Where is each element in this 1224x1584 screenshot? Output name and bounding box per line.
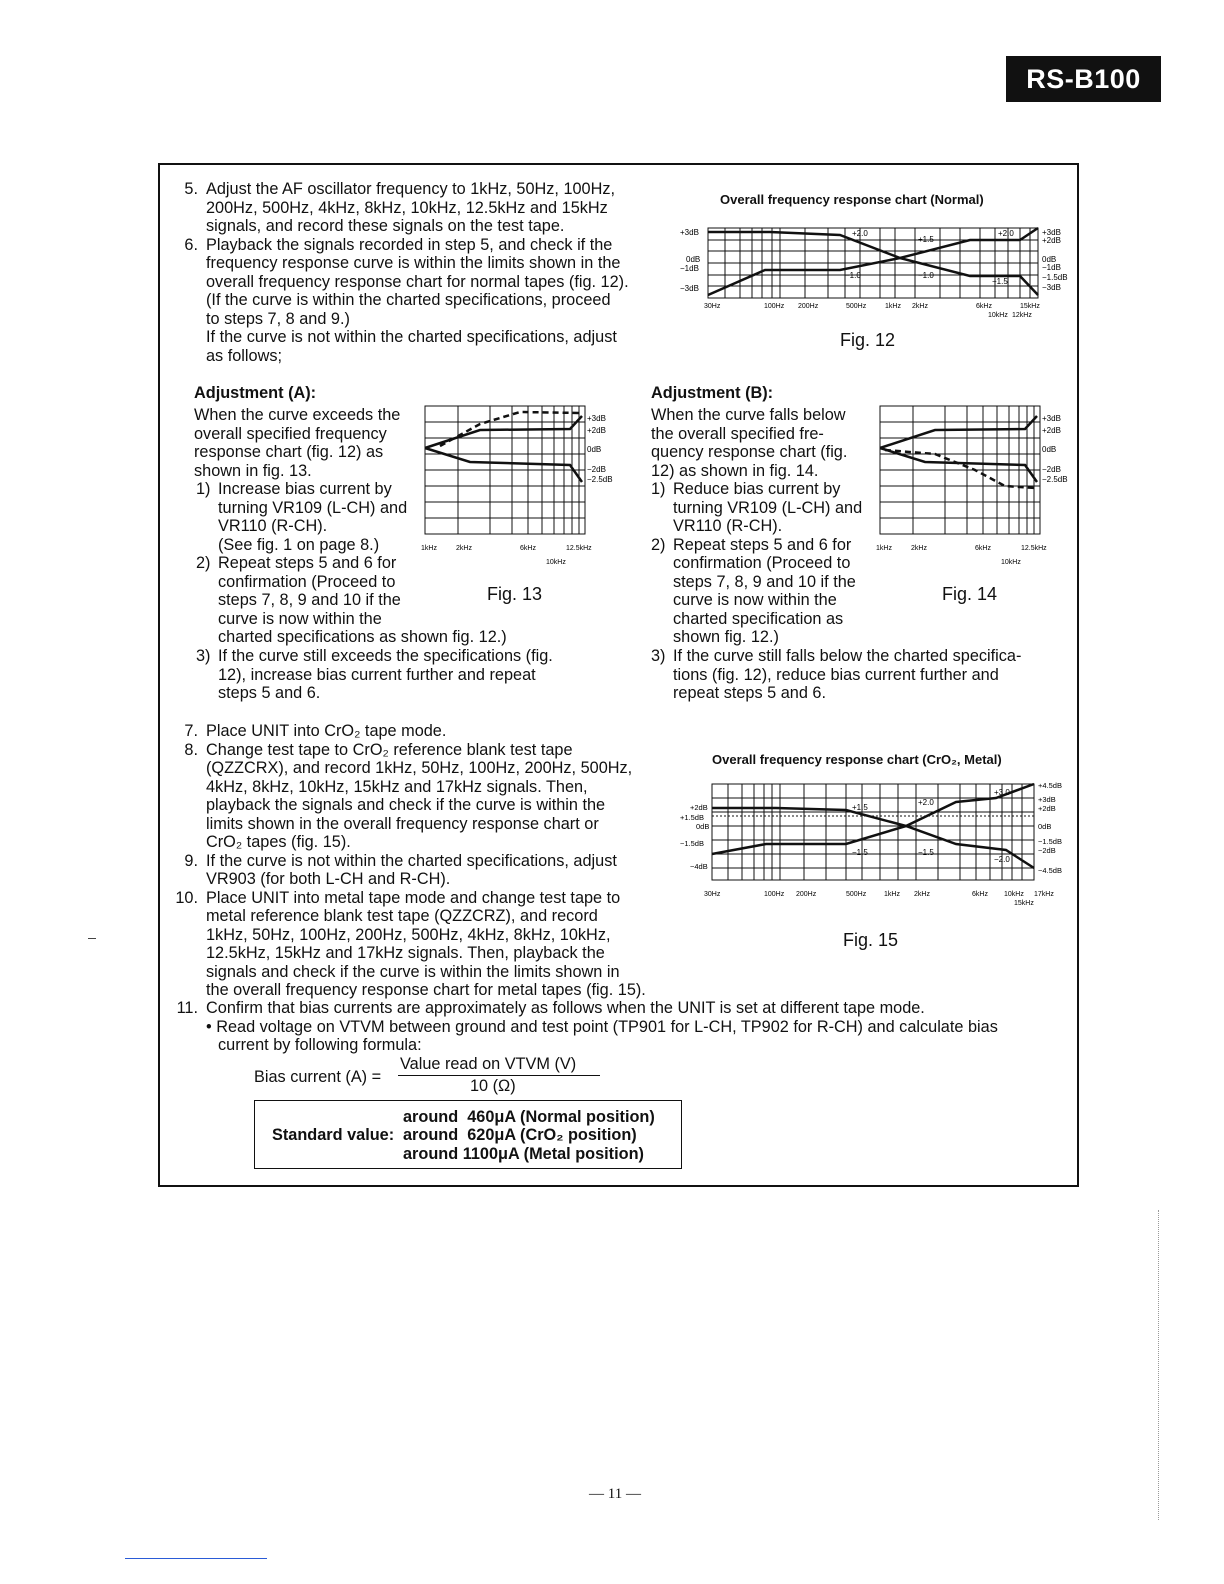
step-line: signals, and record these signals on the test tape. [206, 217, 565, 235]
step-line: as follows; [206, 346, 283, 365]
fig15-x-label: 100Hz [764, 891, 785, 898]
fig15-x-label: 17kHz [1034, 891, 1054, 898]
fig15-right-label: 0dB [1038, 822, 1052, 831]
fig15-x-label: 30Hz [704, 891, 721, 898]
bullet-line: current by following formula: [218, 1036, 422, 1054]
fig14-chart [875, 402, 1075, 570]
fig13-x-label: 2kHz [456, 545, 472, 552]
step-line: 4kHz, 8kHz, 10kHz, 15kHz and 17kHz signals. Then, [206, 777, 588, 796]
adjB-item-line: steps 7, 8, 9 and 10 if the [673, 572, 856, 591]
fig13-caption: Fig. 13 [487, 584, 543, 604]
adjB-item-line: If the curve still falls below the charted specifica- [673, 647, 1022, 665]
fig12-left-label: 0dB [686, 255, 701, 264]
fig15-x-label: 6kHz [972, 891, 988, 898]
fig15-inner-label: +1.5 [852, 803, 868, 812]
fig14-right-label: +2dB [1042, 426, 1061, 435]
fig15-left-label: +1.5dB [680, 813, 704, 822]
fig15-inner-label: +3.0 [994, 788, 1010, 797]
fig15-left-label: −1.5dB [680, 839, 704, 848]
fig15-left-label: −4dB [690, 862, 708, 871]
step-line: the overall frequency response chart for metal tapes (fig. 15). [206, 981, 646, 999]
adjA-intro-line: overall specified frequency [194, 424, 387, 443]
step-line: Place UNIT into metal tape mode and change test tape to [206, 888, 621, 907]
model-badge: RS-B100 [1006, 56, 1161, 102]
fig12-inner-label: −1.0 [845, 271, 861, 280]
step-line: Adjust the AF oscillator frequency to 1kHz, 50Hz, 100Hz, [206, 180, 616, 198]
fig15-inner-label: −1.5 [852, 848, 868, 857]
fig12-right-label: +2dB [1042, 236, 1061, 245]
fig15-x-label: 2kHz [914, 891, 930, 898]
adjB-heading: Adjustment (B): [651, 384, 774, 402]
adjB-intro-line: quency response chart (fig. [651, 443, 848, 461]
adjB-item-line: VR110 (R-CH). [673, 517, 783, 535]
fig12-x-label: 10kHz [988, 312, 1008, 319]
fig15-x-label: 10kHz [1004, 891, 1024, 898]
fig12-x-label: 500Hz [846, 303, 867, 310]
fig13-right-label: −2.5dB [587, 475, 613, 484]
fig13-chart [420, 402, 630, 570]
step-line: playback the signals and check if the curve is within the [206, 796, 606, 814]
fig13-right-label: −2dB [587, 465, 606, 474]
adjA-item-line: charted specifications as shown fig. 12.) [218, 628, 507, 646]
adjB-item-line: Reduce bias current by [673, 480, 841, 498]
fig12-left-label: +3dB [680, 228, 699, 237]
fig14-right-label: 0dB [1042, 445, 1057, 454]
adjA-item-line: curve is now within the [218, 609, 382, 628]
adjB-item-line: tions (fig. 12), reduce bias current further and [673, 665, 999, 684]
step-number: 7. [184, 722, 198, 740]
fig13-right-label: +3dB [587, 414, 606, 423]
step-line: Confirm that bias currents are approximately as follows when the UNIT is set at different tape mode. [206, 999, 925, 1017]
fig14-right-label: −2dB [1042, 465, 1061, 474]
step-number: 6. [184, 235, 198, 254]
fig12-right-label: −1dB [1042, 263, 1061, 272]
fig14-x-label: 12.5kHz [1021, 545, 1047, 552]
adjA-item-line: If the curve still exceeds the specifications (fig. [218, 647, 553, 665]
fig15-x-label: 200Hz [796, 891, 817, 898]
fig12-x-label: 15kHz [1020, 303, 1040, 310]
fig12-x-label: 6kHz [976, 303, 992, 310]
formula-lhs: Bias current (A) = [254, 1068, 382, 1086]
fig12-x-label: 12kHz [1012, 312, 1032, 319]
step-number: 5. [184, 180, 198, 198]
adjB-item-line: confirmation (Proceed to [673, 554, 851, 572]
step-number: 11. [176, 999, 198, 1017]
fig14-x-label: 1kHz [876, 545, 892, 552]
formula-denominator: 10 (Ω) [470, 1077, 516, 1095]
fig12-x-label: 2kHz [912, 303, 928, 310]
fig12-right-label: 0dB [1042, 255, 1057, 264]
fig15-inner-label: +2.0 [918, 798, 934, 807]
adjB-item-num: 3) [651, 647, 666, 665]
fig15-right-label: −2dB [1038, 846, 1056, 855]
step-line: limits shown in the overall frequency response chart or [206, 814, 599, 833]
step-line: signals and check if the curve is within the limits shown in [206, 962, 620, 981]
step-line: (QZZCRX), and record 1kHz, 50Hz, 100Hz, 200Hz, 500Hz, [206, 759, 633, 777]
adjA-heading: Adjustment (A): [194, 384, 317, 402]
fig14-right-label: +3dB [1042, 414, 1061, 423]
adjB-item-line: shown fig. 12.) [673, 628, 779, 646]
fig15-left-label: 0dB [696, 822, 710, 831]
fig15-chart [676, 776, 1076, 914]
fig14-x-label: 2kHz [911, 545, 927, 552]
fig15-right-label: +4.5dB [1038, 781, 1062, 790]
fig12-inner-label: +2.0 [998, 229, 1014, 238]
adjA-item-line: (See fig. 1 on page 8.) [218, 535, 380, 554]
fig14-x-label: 6kHz [975, 545, 991, 552]
adjB-intro-line: 12) as shown in fig. 14. [651, 461, 819, 480]
step-line: Playback the signals recorded in step 5, and check if the [206, 235, 613, 254]
step-line: VR903 (for both L-CH and R-CH). [206, 870, 451, 888]
fig12-title: Overall frequency response chart (Normal) [720, 192, 984, 207]
standard-value-row: around 1100μA (Metal position) [403, 1144, 644, 1163]
fig12-left-label: −3dB [680, 284, 699, 293]
step-line: CrO₂ tapes (fig. 15). [206, 833, 351, 851]
page-number: — 11 — [589, 1486, 641, 1502]
step-number: 10. [175, 888, 198, 907]
fig15-lower-limit [712, 826, 1034, 868]
adjA-intro-line: shown in fig. 13. [194, 461, 312, 480]
step-line: overall frequency response chart for normal tapes (fig. 12). [206, 272, 629, 291]
fig13-x-label: 1kHz [421, 545, 437, 552]
fig13-x-label: 10kHz [546, 559, 566, 566]
fig14-upper-limit [880, 416, 1037, 448]
step-line: to steps 7, 8 and 9.) [206, 309, 350, 328]
fig14-caption: Fig. 14 [942, 584, 998, 604]
step-line: 12.5kHz, 15kHz and 17kHz signals. Then, playback the [206, 944, 605, 962]
step-line: If the curve is not within the charted specifications, adjust [206, 851, 617, 870]
bullet-line: • Read voltage on VTVM between ground and test point (TP901 for L-CH, TP902 for R-CH) and calculate bias [206, 1017, 998, 1036]
step-number: 8. [184, 740, 198, 759]
adjA-item-line: turning VR109 (L-CH) and [218, 498, 408, 517]
adjB-intro-line: the overall specified fre- [651, 424, 824, 443]
fig12-left-label: −1dB [680, 264, 699, 273]
fig12-chart [680, 218, 1080, 328]
step-number: 9. [184, 851, 198, 870]
fig12-inner-label: −1.0 [918, 271, 934, 280]
fig12-x-label: 100Hz [764, 303, 785, 310]
adjB-item-line: turning VR109 (L-CH) and [673, 498, 863, 517]
fig15-upper-limit [712, 784, 1034, 826]
fig15-right-label: +2dB [1038, 804, 1056, 813]
adjA-item-line: VR110 (R-CH). [218, 517, 328, 535]
adjA-intro-line: response chart (fig. 12) as [194, 443, 384, 461]
fig15-inner-label: −2.0 [994, 855, 1010, 864]
standard-value-row: around 460μA (Normal position) [403, 1107, 655, 1126]
fig14-x-label: 10kHz [1001, 559, 1021, 566]
fig14-right-label: −2.5dB [1042, 475, 1068, 484]
standard-value-label: Standard value: [272, 1126, 395, 1144]
fig14-lower-limit [880, 448, 1037, 482]
step-line: frequency response curve is within the limits shown in the [206, 254, 621, 272]
fig12-inner-label: −1.5 [992, 277, 1008, 286]
adjA-item-line: Repeat steps 5 and 6 for [218, 554, 397, 572]
step-line: If the curve is not within the charted specifications, adjust [206, 328, 617, 346]
standard-value-row: around 620μA (CrO₂ position) [403, 1126, 637, 1144]
fig12-right-label: +3dB [1042, 228, 1061, 237]
fig13-x-label: 6kHz [520, 545, 536, 552]
adjA-item-line: confirmation (Proceed to [218, 572, 396, 591]
adjA-item-line: steps 7, 8, 9 and 10 if the [218, 591, 401, 609]
step-line: 1kHz, 50Hz, 100Hz, 200Hz, 500Hz, 4kHz, 8kHz, 10kHz, [206, 925, 611, 944]
formula-numerator: Value read on VTVM (V) [400, 1055, 577, 1073]
fig15-caption: Fig. 15 [843, 930, 899, 950]
fig15-x-label: 500Hz [846, 891, 867, 898]
adjB-item-line: charted specification as [673, 609, 844, 628]
fig12-x-label: 30Hz [704, 303, 721, 310]
fig12-upper-limit [708, 228, 1038, 258]
fig12-x-label: 200Hz [798, 303, 819, 310]
adjA-intro-line: When the curve exceeds the [194, 406, 401, 424]
adjB-item-num: 1) [651, 480, 666, 498]
adjB-item-line: repeat steps 5 and 6. [673, 684, 826, 702]
adjA-item-num: 1) [196, 480, 211, 498]
fig13-right-label: 0dB [587, 445, 602, 454]
fig15-x-label: 15kHz [1014, 900, 1034, 907]
fig13-lower-limit [425, 448, 582, 482]
scan-mark [88, 938, 96, 939]
formula-fraction-bar [398, 1075, 600, 1076]
adjA-item-num: 3) [196, 647, 211, 665]
fig15-right-label: −1.5dB [1038, 837, 1062, 846]
fig12-inner-label: +1.5 [918, 235, 934, 244]
fig15-inner-label: −1.5 [918, 848, 934, 857]
adjA-item-line: steps 5 and 6. [218, 684, 321, 702]
adjA-item-num: 2) [196, 554, 211, 572]
adjB-intro-line: When the curve falls below [651, 406, 846, 424]
adjA-item-line: Increase bias current by [218, 480, 392, 498]
fig12-right-label: −1.5dB [1042, 273, 1068, 282]
fig15-left-label: +2dB [690, 803, 708, 812]
fig12-x-label: 1kHz [885, 303, 901, 310]
fig13-right-label: +2dB [587, 426, 606, 435]
fig13-x-label: 12.5kHz [566, 545, 592, 552]
step-line: 200Hz, 500Hz, 4kHz, 8kHz, 10kHz, 12.5kHz and 15kHz [206, 198, 608, 217]
step-line: metal reference blank test tape (QZZCRZ), and record [206, 907, 598, 925]
fig13-upper-limit [425, 416, 582, 448]
fig15-x-label: 1kHz [884, 891, 900, 898]
adjA-item-line: 12), increase bias current further and repeat [218, 665, 536, 684]
step-line: Place UNIT into CrO₂ tape mode. [206, 722, 447, 740]
scan-edge [1158, 1210, 1160, 1520]
fig12-lower-limit [708, 258, 1038, 295]
fig15-right-label: +3dB [1038, 795, 1056, 804]
fig12-inner-label: +2.0 [852, 229, 868, 238]
step-line: Change test tape to CrO₂ reference blank test tape [206, 740, 573, 759]
adjB-item-num: 2) [651, 535, 666, 554]
fig12-caption: Fig. 12 [840, 330, 896, 350]
fig15-title: Overall frequency response chart (CrO₂, Metal) [712, 752, 1002, 767]
fig15-right-label: −4.5dB [1038, 866, 1062, 875]
step-line: (If the curve is within the charted specifications, proceed [206, 291, 611, 309]
adjB-item-line: curve is now within the [673, 591, 837, 609]
fig12-right-label: −3dB [1042, 283, 1061, 292]
scan-line [125, 1558, 267, 1559]
adjB-item-line: Repeat steps 5 and 6 for [673, 535, 852, 554]
